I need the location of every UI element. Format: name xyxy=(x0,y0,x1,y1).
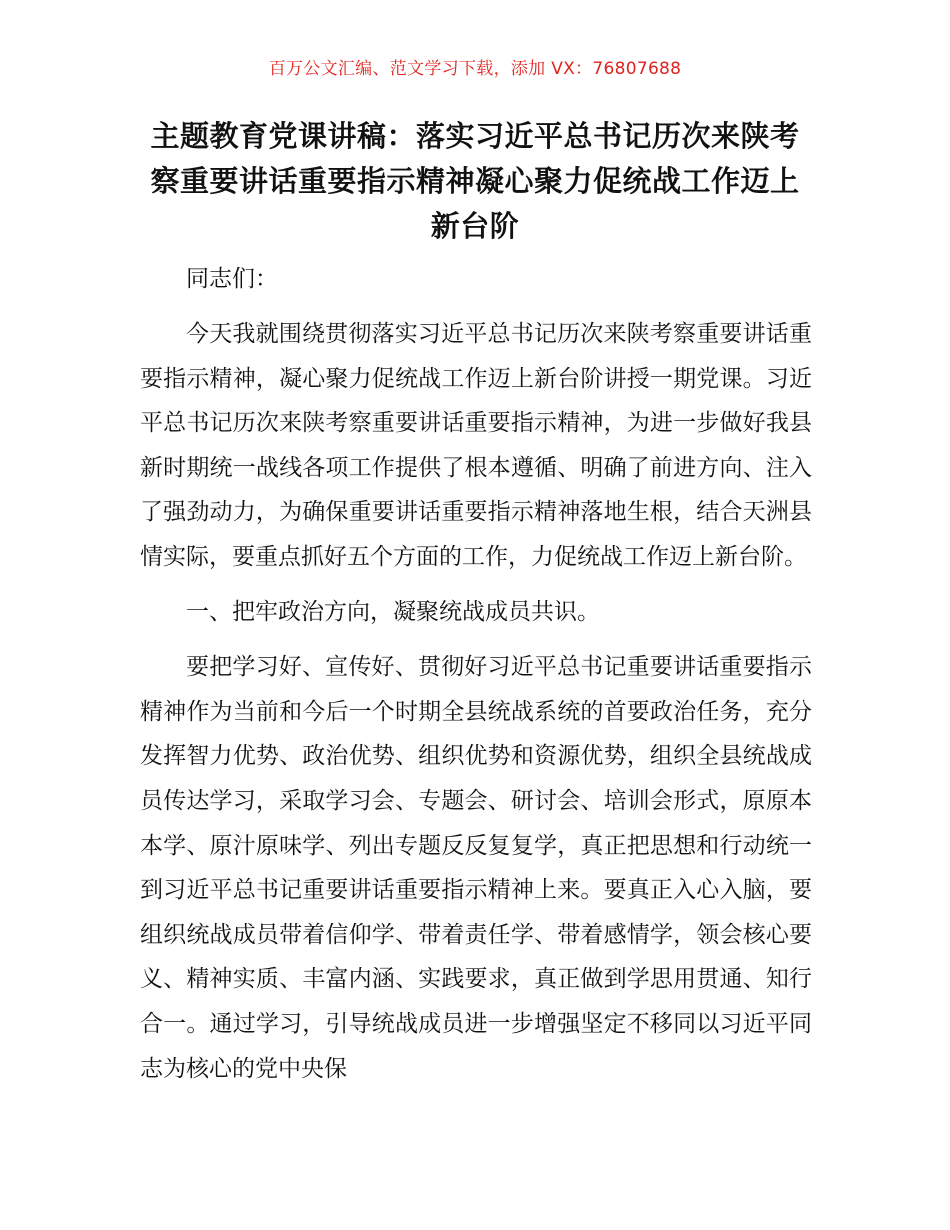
section-1-paragraph: 要把学习好、宣传好、贯彻好习近平总书记重要讲话重要指示精神作为当前和今后一个时期全县统战系统的首要政治任务，充分发挥智力优势、政治优势、组织优势和资源优势，组织全县统战成员传达学习，采取学习会、专题会、研讨会、培训会形式，原原本本学、原汁原味学、列出专题反反复复学，真正把思想和行动统一到习近平总书记重要讲话重要指示精神上来。要真正入心入脑，要组织统战成员带着信仰学、带着责任学、带着感情学，领会核心要义、精神实质、丰富内涵、实践要求，真正做到学思用贯通、知行合一。通过学习，引导统战成员进一步增强坚定不移同以习近平同志为核心的党中央保 xyxy=(140,654,812,1082)
salutation-paragraph: 同志们： xyxy=(186,266,278,292)
header-banner: 百万公文汇编、范文学习下载，添加 VX：76807688 xyxy=(268,59,682,79)
document-title: 主题教育党课讲稿：落实习近平总书记历次来陕考察重要讲话重要指示精神凝心聚力促统战工作迈上新台阶 xyxy=(150,119,800,243)
intro-paragraph: 今天我就围绕贯彻落实习近平总书记历次来陕考察重要讲话重要指示精神，凝心聚力促统战工作迈上新台阶讲授一期党课。习近平总书记历次来陕考察重要讲话重要指示精神，为进一步做好我县新时期统一战线各项工作提供了根本遵循、明确了前进方向、注入了强劲动力，为确保重要讲话重要指示精神落地生根，结合天洲县情实际，要重点抓好五个方面的工作，力促统战工作迈上新台阶。 xyxy=(140,321,812,571)
section-heading-1: 一、把牢政治方向，凝聚统战成员共识。 xyxy=(186,599,600,626)
document-body xyxy=(140,257,812,1102)
